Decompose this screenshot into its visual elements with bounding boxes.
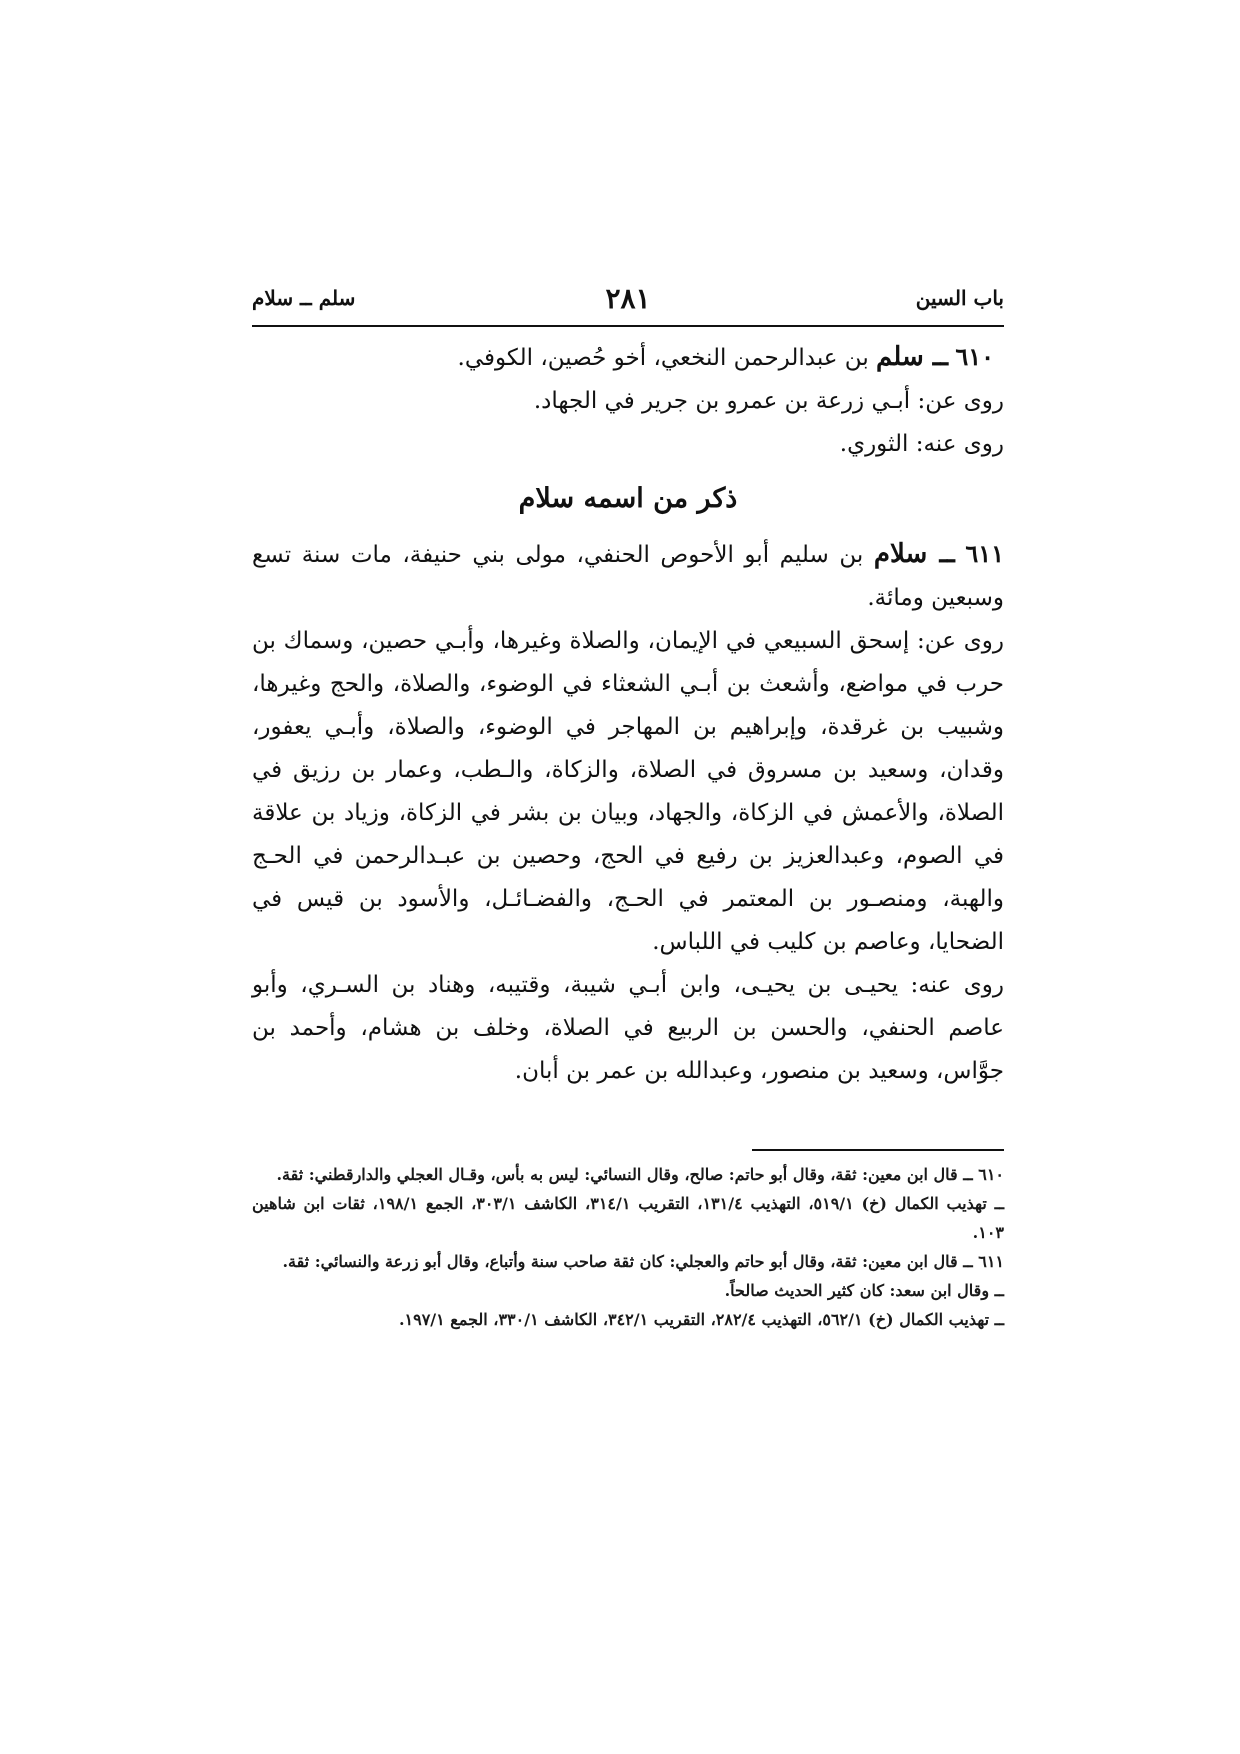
running-head: سلم ــ سلام bbox=[252, 286, 356, 310]
footnote-610-grading: ٦١٠ ــ قال ابن معين: ثقة، وقال أبو حاتم: صالح، وقال النسائي: ليس به بأس، وقـال العجلي والدارقطني: ثقة. bbox=[276, 1165, 1004, 1184]
entry-610-title bbox=[252, 335, 1004, 380]
entry-name: ــ سلام bbox=[873, 539, 955, 569]
entry-description: بن عبدالرحمن النخعي، أخو حُصين، الكوفي. bbox=[457, 345, 869, 371]
footnotes bbox=[252, 1160, 1004, 1334]
entry-name: ــ سلم bbox=[876, 342, 949, 372]
footnote-611-ibn-saad: ــ وقال ابن سعد: كان كثير الحديث صالحاً. bbox=[724, 1281, 1004, 1300]
entry-number: ٦١١ bbox=[965, 539, 1005, 568]
entry-description: بن سليم أبو الأحوص الحنفي، مولى بني حنيفة، مات سنة تسع وسبعين ومائة. bbox=[252, 542, 1004, 611]
page-number: ٢٨١ bbox=[605, 282, 651, 315]
entry-610-narrated-by: روى عنه: الثوري. bbox=[839, 431, 1004, 457]
header-divider bbox=[252, 325, 1004, 327]
footnote-divider bbox=[752, 1149, 1004, 1151]
footnote-610-sources: ــ تهذيب الكمال (خ) ٥١٩/١، التهذيب ١٣١/٤، التقريب ٣١٤/١، الكاشف ٣٠٣/١، الجمع ١٩٨/١، ثقات ابن شاهين ١٠٣. bbox=[252, 1194, 1005, 1242]
main-text bbox=[252, 335, 1004, 1093]
entry-610-narrated-from: روى عن: أبـي زرعة بن عمرو بن جرير في الجهاد. bbox=[533, 388, 1004, 414]
page-header bbox=[252, 282, 1004, 322]
section-heading: ذكر من اسمه سلام bbox=[518, 483, 738, 514]
entry-number: ٦١٠ bbox=[955, 342, 994, 371]
entry-611-title bbox=[252, 532, 1004, 620]
footnote-611-grading: ٦١١ ــ قال ابن معين: ثقة، وقال أبو حاتم والعجلي: كان ثقة صاحب سنة وأتباع، وقال أبو زرعة والنسائي: ثقة. bbox=[282, 1252, 1004, 1271]
chapter-title: باب السين bbox=[915, 286, 1004, 310]
entry-611-narrated-by: روى عنه: يحيـى بن يحيـى، وابن أبـي شيبة، وقتيبه، وهناد بن السـري، وأبو عاصم الحنفي، والحسن بن الربيع في الصلاة، وخلف بن هشام، وأحمد بن جوَّاس، وسعيد بن منصور، وعبدالله بن عمر بن أبان. bbox=[252, 972, 1004, 1084]
entry-611-narrated-from: روى عن: إسحق السبيعي في الإيمان، والصلاة وغيرها، وأبـي حصين، وسماك بن حرب في مواضع، وأشعث بن أبـي الشعثاء في الوضوء، والصلاة، والحج وغيرها، وشبيب بن غرقدة، وإبراهيم بن المهاجر في الوضوء، والصلاة، وأبـي يعفور، وقدان، وسعيد بن مسروق في الصلاة، والزكاة، والـطب، وعمار بن رزيق في الصلاة، والأعمش في الزكاة، والجهاد، وبيان بن بشر في الزكاة، وزياد بن علاقة في الصوم، وعبدالعزيز بن رفيع في الحج، وحصين بن عبـدالرحمن في الحـج والهبة، ومنصـور بن المعتمر في الحـج، والفضـائـل، والأسود بن قيس في الضحايا، وعاصم بن كليب في اللباس. bbox=[252, 628, 1004, 955]
footnote-611-sources: ــ تهذيب الكمال (خ) ٥٦٢/١، التهذيب ٢٨٢/٤، التقريب ٣٤٢/١، الكاشف ٣٣٠/١، الجمع ١٩٧/١. bbox=[398, 1310, 1004, 1329]
